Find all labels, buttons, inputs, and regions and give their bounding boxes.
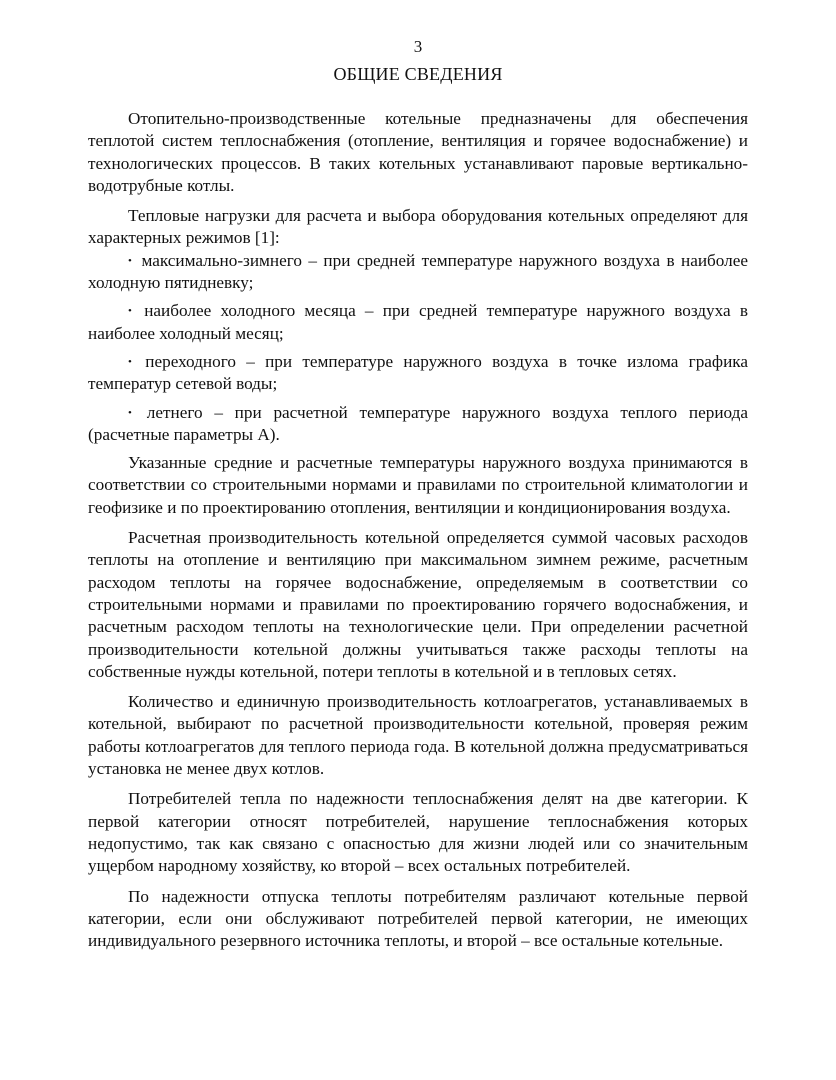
mode-text: максимально-зимнего – при средней температуре наружного воздуха в наиболее холодную пятидневку; — [88, 250, 748, 293]
paragraph-temperatures: Указанные средние и расчетные температуры наружного воздуха принимаются в соответствии со строительными нормами и правилами по строительной климатологии и геофизике и по проектированию отопления, вентиляции и кондиционирования воздуха. — [88, 453, 748, 517]
modes-list — [88, 250, 748, 446]
mode-text: летнего – при расчетной температуре наружного воздуха теплого периода (расчетные параметры А). — [88, 402, 748, 444]
paragraph-intro: Отопительно-производственные котельные предназначены для обеспечения теплотой систем теплоснабжения (отопление, вентиляция и горячее водоснабжение) и технологических процессов. В таких котельных устанавливают паровые вертикально-водотрубные котлы. — [88, 109, 748, 195]
bullet-icon: • — [128, 305, 132, 318]
bullet-icon: • — [128, 254, 132, 267]
paragraph-boiler-categories: По надежности отпуска теплоты потребителям различают котельные первой категории, если они обслуживают потребителей первой категории, не имеющих индивидуального резервного источника теплоты, и второй – все остальные котельные. — [88, 886, 748, 951]
mode-text: наиболее холодного месяца – при средней температуре наружного воздуха в наиболее холодный месяц; — [88, 301, 748, 343]
mode-text: переходного – при температуре наружного воздуха в точке излома графика температур сетевой воды; — [88, 351, 748, 394]
bullet-icon: • — [128, 355, 132, 368]
bullet-icon: • — [128, 406, 132, 419]
paragraph-heat-loads: Тепловые нагрузки для расчета и выбора оборудования котельных определяют для характерных режимов [1]: — [88, 206, 748, 248]
list-item — [88, 250, 748, 295]
paragraph-capacity: Расчетная производительность котельной определяется суммой часовых расходов теплоты на отопление и вентиляцию при максимальном зимнем режиме, расчетным расходом теплоты на горячее водоснабжение, определяемым в соответствии со строительными нормами и правилами по проектированию горячего водоснабжения, и расчетным расходом теплоты на технологические цели. При определении расчетной производительности котельной должны учитываться также расходы теплоты на собственные нужды котельной, потери теплоты в котельной и в тепловых сетях. — [88, 528, 748, 681]
paragraph-boiler-count: Количество и единичную производительность котлоагрегатов, устанавливаемых в котельной, выбирают по расчетной производительности котельной, проверяя режим работы котлоагрегатов для теплого периода года. В котельной должна предусматриваться установка не менее двух котлов. — [88, 692, 748, 779]
list-item — [88, 402, 748, 447]
page-title: ОБЩИЕ СВЕДЕНИЯ — [333, 64, 503, 84]
paragraph-consumer-categories: Потребителей тепла по надежности теплоснабжения делят на две категории. К первой категории относят потребителей, нарушение теплоснабжения которых недопустимо, так как связано с опасностью для жизни людей или со значительным ущербом народному хозяйству, ко второй – всех остальных потребителей. — [88, 789, 748, 876]
list-item — [88, 300, 748, 345]
document-page — [88, 36, 748, 960]
list-item — [88, 351, 748, 396]
page-number: 3 — [413, 37, 423, 56]
